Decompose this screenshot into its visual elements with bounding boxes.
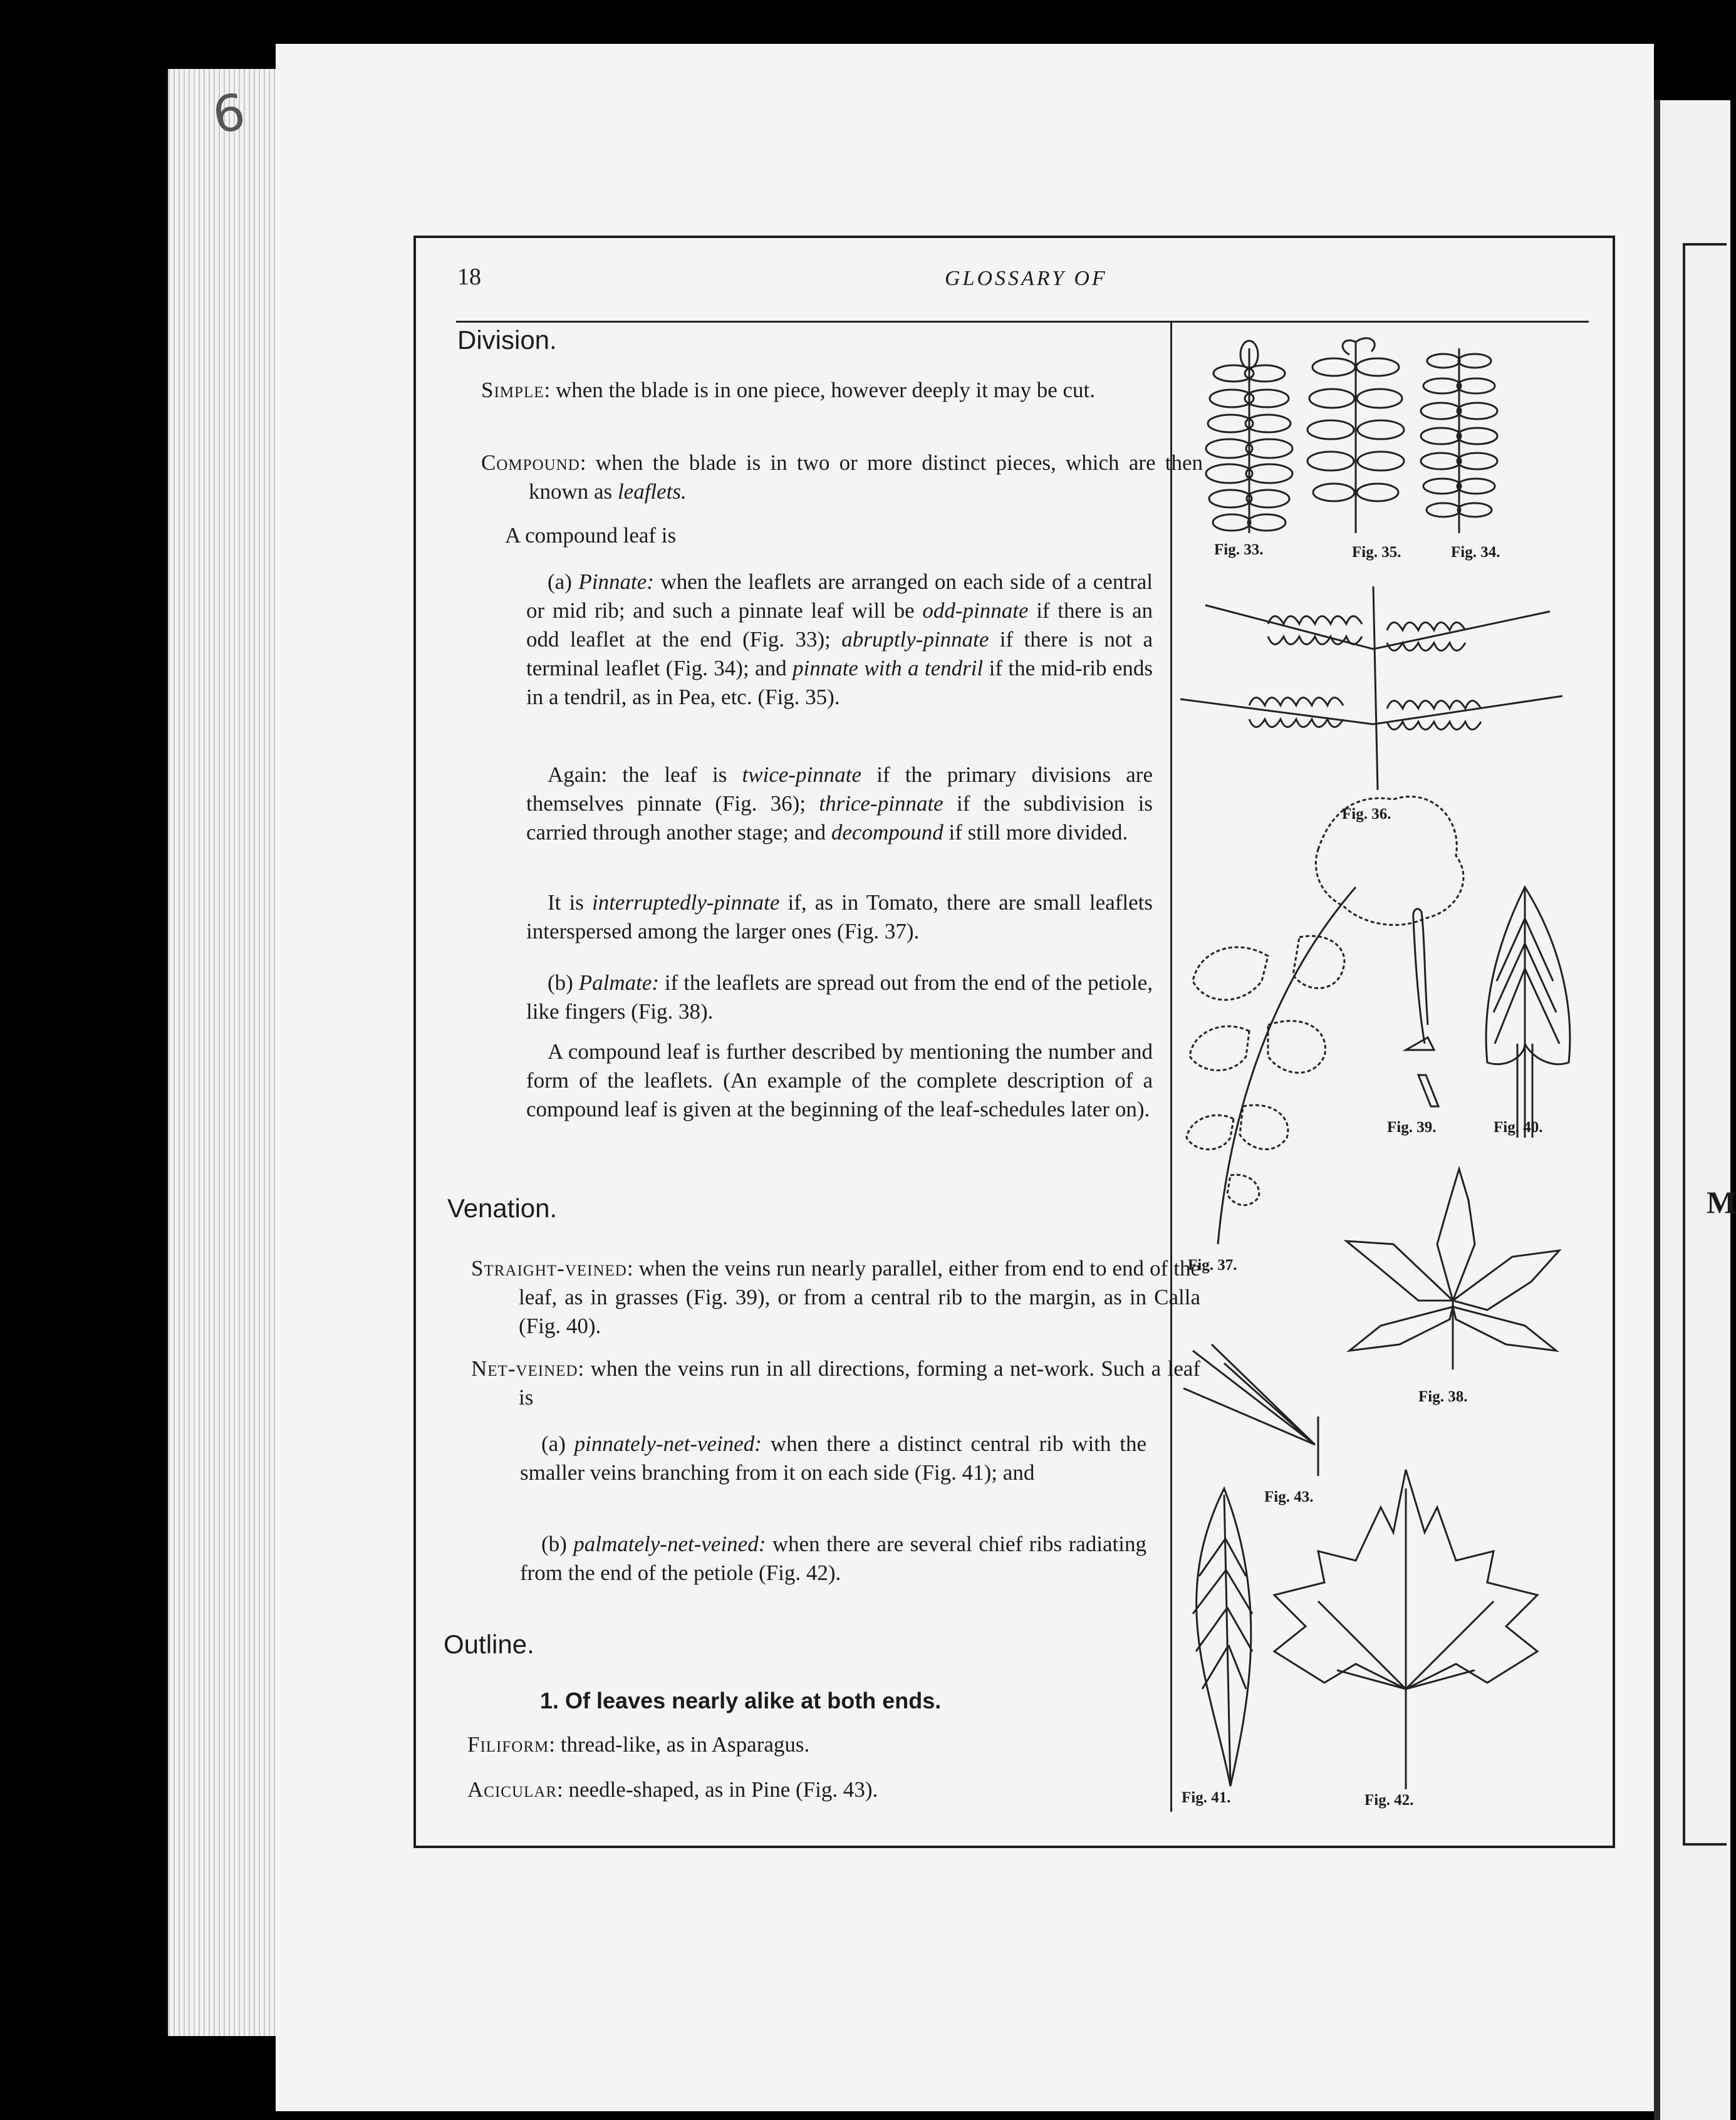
fig39-caption: Fig. 39. (1387, 1119, 1437, 1136)
filiform-term: Filiform (467, 1732, 549, 1757)
interrupted-pinnate-paragraph (526, 888, 1153, 946)
fig34-caption: Fig. 34. (1451, 544, 1500, 561)
fig34-abruptly-pinnate-leaf-illustration (1421, 348, 1497, 533)
text-run: (b) (541, 1532, 574, 1556)
palmately-net-veined-paragraph (520, 1530, 1146, 1587)
fig38-palmate-leaf-illustration (1346, 1169, 1559, 1369)
acicular-text: : needle-shaped, as in Pine (Fig. 43). (557, 1777, 878, 1802)
fig41-caption: Fig. 41. (1182, 1789, 1231, 1806)
text-run: if, as in Tomato, there are small leaflets interspersed among the larger ones (Fig. 37). (526, 890, 1153, 943)
italic-term: abruptly-pinnate (841, 627, 989, 652)
text-run: if the primary divisions are themselves pinnate (Fig. 36); (526, 762, 1153, 816)
italic-term: thrice-pinnate (819, 791, 943, 816)
page-number: 18 (457, 264, 481, 290)
palmate-paragraph (526, 969, 1153, 1026)
text-run: when there a distinct central rib with the smaller veins branching from it on each side (Fig. 41); and (520, 1432, 1146, 1485)
division-heading: Division. (457, 325, 557, 355)
fig38-caption: Fig. 38. (1418, 1388, 1468, 1405)
figure-column (1174, 323, 1606, 1827)
italic-term: Palmate: (578, 970, 660, 995)
fig43-pine-needles-illustration (1183, 1344, 1318, 1476)
fig40-caption: Fig. 40. (1494, 1119, 1543, 1136)
compound-term: Compound (481, 450, 580, 475)
fig33-caption: Fig. 33. (1214, 541, 1264, 558)
italic-term: Pinnate: (578, 569, 654, 594)
italic-term: decompound (831, 820, 943, 844)
text-run: It is (548, 890, 592, 915)
net-veined-text: : when the veins run in all directions, forming a net-work. Such a leaf is (519, 1356, 1200, 1410)
fig35-caption: Fig. 35. (1352, 544, 1401, 561)
simple-term: Simple (481, 378, 544, 402)
fig33-odd-pinnate-leaf-illustration (1206, 341, 1292, 533)
fig36-caption: Fig. 36. (1342, 806, 1391, 823)
text-run: if the subdivision is carried through another stage; and (526, 791, 1153, 844)
outline-heading: Outline. (444, 1629, 534, 1659)
text-run: if the leaflets are spread out from the end of the petiole, like fingers (Fig. 38). (526, 970, 1153, 1024)
venation-heading: Venation. (447, 1193, 558, 1223)
fig40-calla-leaf-illustration (1486, 887, 1570, 1138)
compound-italic: leaflets. (617, 479, 687, 504)
simple-text: : when the blade is in one piece, however deeply it may be cut. (544, 378, 1096, 402)
fig36-twice-pinnate-leaf-illustration (1180, 586, 1562, 790)
running-header (456, 263, 1589, 323)
net-veined-definition (471, 1354, 1200, 1412)
text-run: when the leaflets are arranged on each side of a central or mid rib; and such a pinnate leaf will be (526, 569, 1153, 623)
fig42-palmately-net-veined-leaf-illustration (1274, 1470, 1537, 1789)
fig41-pinnately-net-veined-leaf-illustration (1193, 1489, 1252, 1786)
italic-term: pinnate with a tendril (792, 656, 984, 680)
text-run: when there are several chief ribs radiating from the end of the petiole (Fig. 42). (520, 1532, 1147, 1585)
further-description-paragraph: A compound leaf is further described by mentioning the number and form of the leaflets. (An example of the complete description of a compound leaf is given at the beginning of the leaf-schedules later on). (526, 1039, 1153, 1121)
text-run: (b) (548, 970, 579, 995)
fig35-tendril-leaf-illustration (1307, 338, 1404, 533)
italic-term: interruptedly-pinnate (591, 890, 780, 915)
straight-veined-definition (471, 1254, 1200, 1341)
filiform-definition (467, 1730, 1150, 1759)
facing-page-frame (1683, 243, 1727, 1846)
compound-definition (481, 449, 1203, 506)
text-run: (a) (548, 569, 579, 594)
fig43-caption: Fig. 43. (1264, 1489, 1314, 1505)
pinnate-paragraph (526, 568, 1153, 712)
pencil-margin-note: 6 (209, 82, 249, 145)
straight-veined-text: : when the veins run nearly parallel, either from end to end of the leaf, as in grasses (Fig. 39), or from a central rib to the margin, as in Calla (Fig. 40). (519, 1256, 1200, 1338)
outline-subheading: 1. Of leaves nearly alike at both ends. (540, 1688, 942, 1713)
text-run: if the mid-rib ends in a tendril, as in Pea, etc. (Fig. 35). (526, 656, 1153, 709)
net-veined-term: Net-veined (471, 1356, 578, 1381)
italic-term: pinnately-net-veined: (574, 1432, 762, 1456)
compound-intro: A compound leaf is (505, 523, 677, 548)
italic-term: twice-pinnate (742, 762, 862, 787)
straight-veined-term: Straight-veined (471, 1256, 627, 1281)
text-run: Again: the leaf is (548, 762, 742, 787)
text-run: (a) (541, 1432, 574, 1456)
acicular-definition (467, 1775, 1150, 1804)
compound-text: : when the blade is in two or more distinct pieces, which are then known as (529, 450, 1203, 504)
text-column (439, 325, 1203, 1829)
text-run: if there is an odd leaflet at the end (Fig. 33); (526, 598, 1153, 652)
italic-term: palmately-net-veined: (573, 1532, 766, 1556)
pinnately-net-veined-paragraph (520, 1430, 1146, 1487)
fig37-caption: Fig. 37. (1188, 1257, 1237, 1274)
running-title: GLOSSARY OF (945, 267, 1108, 290)
fig39-grass-leaf-illustration (1406, 909, 1438, 1106)
text-run: if there is not a terminal leaflet (Fig. 34); and (526, 627, 1153, 680)
fig42-caption: Fig. 42. (1364, 1792, 1414, 1809)
acicular-term: Acicular (467, 1777, 558, 1802)
twice-pinnate-paragraph (526, 761, 1153, 847)
facing-page-letter: M (1707, 1185, 1736, 1220)
column-rule (1170, 321, 1172, 1812)
simple-definition (481, 376, 1203, 405)
italic-term: odd-pinnate (922, 598, 1029, 623)
text-run: if still more divided. (943, 820, 1128, 844)
filiform-text: : thread-like, as in Asparagus. (549, 1732, 810, 1757)
